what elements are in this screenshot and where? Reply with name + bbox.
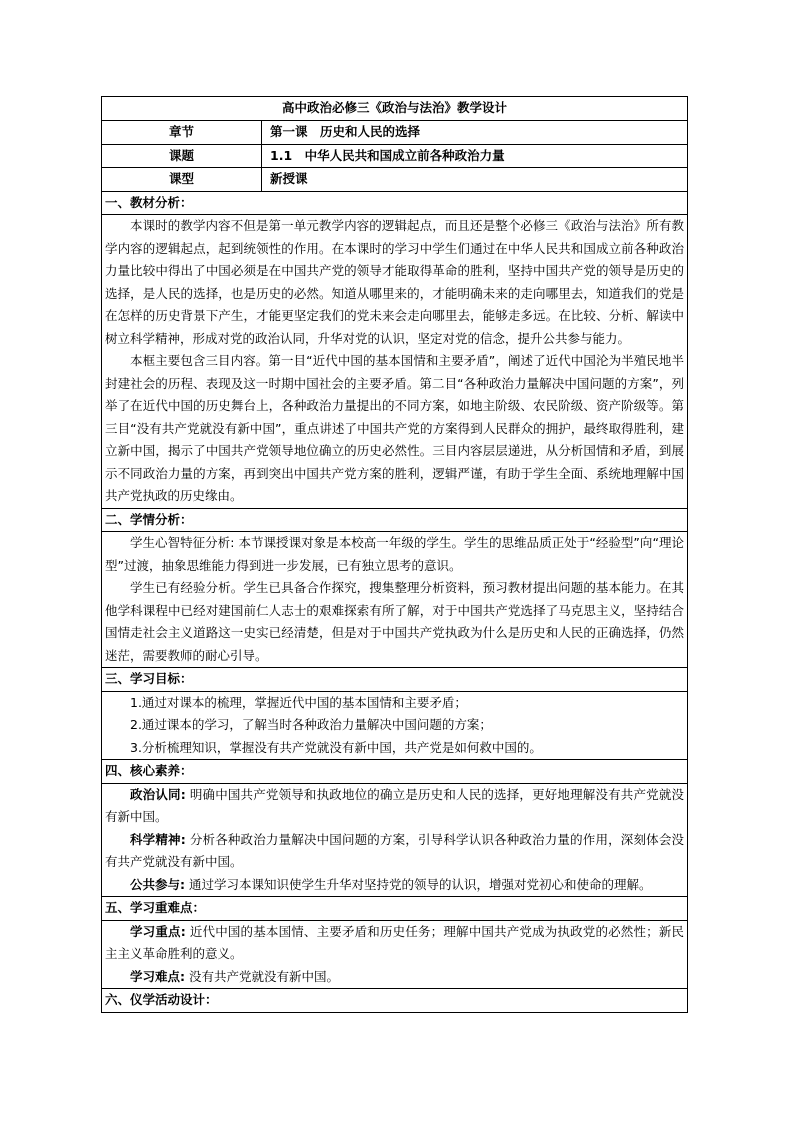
section-heading-row — [102, 668, 688, 692]
document-title: 高中政治必修三《政治与法治》教学设计 — [102, 97, 688, 121]
meta-value-chapter: 第一课 历史和人民的选择 — [262, 121, 688, 145]
paragraph — [105, 966, 684, 989]
paragraph: 学生心智特征分析: 本节课授课对象是本校高一年级的学生。学生的思维品质正处于“经验型”向“理论型”过渡，抽象思维能力得到进一步发展，已有独立思考的意识。 — [105, 535, 684, 573]
meta-value-type: 新授课 — [262, 168, 688, 192]
section-body-row — [102, 783, 688, 897]
section-heading-row — [102, 760, 688, 784]
meta-value-topic: 1.1 中华人民共和国成立前各种政治力量 — [262, 144, 688, 168]
objective-item: 2.通过课本的学习，了解当时各种政治力量解决中国问题的方案； — [130, 717, 492, 732]
section-heading-key-points: 五、学习重难点： — [102, 897, 688, 921]
section-body-key-points — [102, 920, 688, 989]
title-row — [102, 97, 688, 121]
meta-label-topic: 课题 — [102, 144, 262, 168]
lead-label: 公共参与: — [130, 876, 185, 892]
section-body-core-literacy — [102, 783, 688, 897]
section-heading-objectives: 三、学习目标： — [102, 668, 688, 692]
section-heading-core-literacy: 四、核心素养： — [102, 760, 688, 784]
meta-label-type: 课型 — [102, 168, 262, 192]
section-body-row — [102, 215, 688, 509]
paragraph-text: 通过学习本课知识使学生升华对坚持党的领导的认识，增强对党初心和使命的理解。 — [185, 876, 652, 892]
section-heading-activity-design: 六、仪学活动设计： — [102, 989, 688, 1013]
section-heading-row — [102, 989, 688, 1013]
section-heading-row — [102, 191, 688, 215]
paragraph: 本课时的教学内容不但是第一单元教学内容的逻辑起点，而且还是整个必修三《政治与法治》所有教学内容的逻辑起点，起到统领性的作用。在本课时的学习中学生们通过在中华人民共和国成立前各种政治力量比较中得出了中国必须是在中国共产党的领导才能取得革命的胜利，坚持中国共产党的领导是历史的选择，是人民的选择，也是历史的必然。知道从哪里来的，才能明确未来的走向哪里去，知道我们的党是在怎样的历史背景下产生，才能更坚定我们的党未来会走向哪里去，能够走多远。在比较、分析、解读中树立科学精神，形成对党的政治认同，升华对党的认识，坚定对党的信念，提升公共参与能力。 — [105, 218, 684, 346]
section-heading-row — [102, 508, 688, 532]
meta-row-chapter — [102, 121, 688, 145]
paragraph — [105, 874, 684, 897]
section-body-textbook-analysis — [102, 215, 688, 509]
paragraph — [105, 784, 684, 829]
section-heading-student-analysis: 二、学情分析： — [102, 508, 688, 532]
objective-item: 1.通过对课本的梳理，掌握近代中国的基本国情和主要矛盾； — [130, 694, 467, 710]
paragraph-text: 明确中国共产党领导和执政地位的确立是历史和人民的选择，更好地理解没有共产党就没有新中国。 — [105, 786, 684, 824]
section-heading-textbook-analysis: 一、教材分析： — [102, 191, 688, 215]
paragraph: 学生已有经验分析。学生已具备合作探究，搜集整理分析资料，预习教材提出问题的基本能力。在其他学科课程中已经对建国前仁人志士的艰难探索有所了解，对于中国共产党选择了马克思主义，坚持结合国情走社会主义道路这一史实已经清楚，但是对于中国共产党执政为什么是历史和人民的正确选择，仍然迷茫，需要教师的耐心引导。 — [105, 580, 684, 663]
lead-label: 科学精神: — [130, 831, 186, 847]
meta-row-topic — [102, 144, 688, 168]
meta-row-type — [102, 168, 688, 192]
paragraph: 本框主要包含三目内容。第一目“近代中国的基本国情和主要矛盾”，阐述了近代中国沦为半殖民地半封建社会的历程、表现及这一时期中国社会的主要矛盾。第二目“各种政治力量解决中国问题的方案”，列举了在近代中国的历史舞台上，各种政治力量提出的不同方案，如地主阶级、农民阶级、资产阶级等。第三目“没有共产党就没有新中国”，重点讲述了中国共产党的方案得到人民群众的拥护，最终取得胜利，建立新中国，揭示了中国共产党领导地位确立的历史必然性。三目内容层层递进，从分析国情和矛盾，到展示不同政治力量的方案，再到突出中国共产党方案的胜利，逻辑严谨，有助于学生全面、系统地理解中国共产党执政的历史缘由。 — [105, 353, 684, 503]
section-heading-row — [102, 897, 688, 921]
lead-label: 学习难点: — [130, 968, 185, 984]
section-body-objectives — [102, 691, 688, 760]
lead-label: 学习重点: — [130, 923, 186, 939]
paragraph-text: 没有共产党就没有新中国。 — [185, 968, 339, 984]
lead-label: 政治认同: — [130, 786, 186, 802]
paragraph-text: 近代中国的基本国情、主要矛盾和历史任务；理解中国共产党成为执政党的必然性；新民主主义革命胜利的意义。 — [105, 923, 684, 961]
meta-label-chapter: 章节 — [102, 121, 262, 145]
section-body-row — [102, 532, 688, 668]
section-body-student-analysis — [102, 532, 688, 668]
section-body-row — [102, 691, 688, 760]
objective-item: 3.分析梳理知识，掌握没有共产党就没有新中国，共产党是如何救中国的。 — [130, 739, 542, 755]
paragraph — [105, 921, 684, 966]
paragraph-text: 分析各种政治力量解决中国问题的方案，引导科学认识各种政治力量的作用，深刻体会没有共产党就没有新中国。 — [105, 831, 684, 869]
section-body-row — [102, 920, 688, 989]
paragraph — [105, 829, 684, 874]
lesson-plan-table — [101, 96, 688, 1013]
